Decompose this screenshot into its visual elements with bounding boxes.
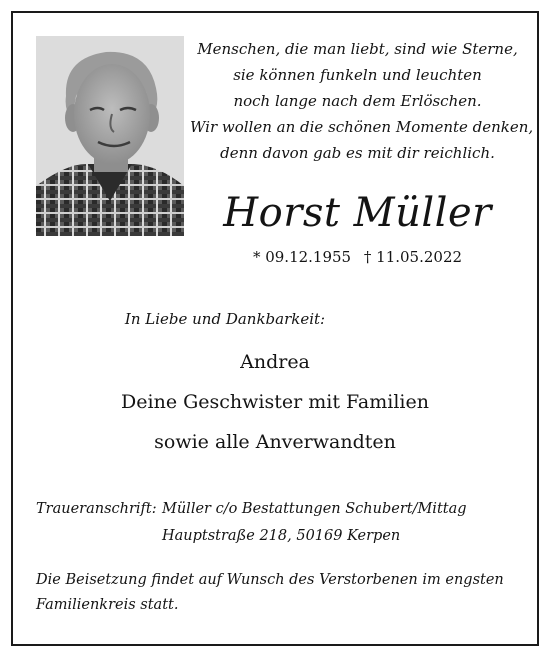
address-line-1: Müller c/o Bestattungen Schubert/Mittag [162,501,467,517]
portrait-photo [36,36,184,236]
deceased-name: Horst Müller [223,190,492,236]
mourner-line: Andrea [240,351,310,373]
address-label: Traueranschrift: [36,501,157,517]
memorial-poem [190,36,534,166]
poem-line: denn davon gab es mit dir reichlich. [220,144,495,162]
poem-line: Wir wollen an die schönen Momente denken, [190,118,534,136]
mourners-intro: In Liebe und Dankbarkeit: [124,310,326,328]
poem-line: Menschen, die man liebt, sind wie Sterne, [197,40,518,58]
mourner-line: sowie alle Anverwandten [154,431,396,453]
address-lines [162,496,467,550]
life-dates [190,246,525,268]
mourners-list [0,342,550,462]
address-line-2: Hauptstraße 218, 50169 Kerpen [162,528,401,544]
death-date: † 11.05.2022 [363,248,463,266]
burial-note: Die Beisetzung findet auf Wunsch des Verstorbenen im engsten Familienkreis statt. [36,572,504,613]
poem-line: noch lange nach dem Erlöschen. [233,92,482,110]
poem-line: sie können funkeln und leuchten [233,66,482,84]
birth-date: * 09.12.1955 [252,248,352,266]
mourner-line: Deine Geschwister mit Familien [121,391,429,413]
